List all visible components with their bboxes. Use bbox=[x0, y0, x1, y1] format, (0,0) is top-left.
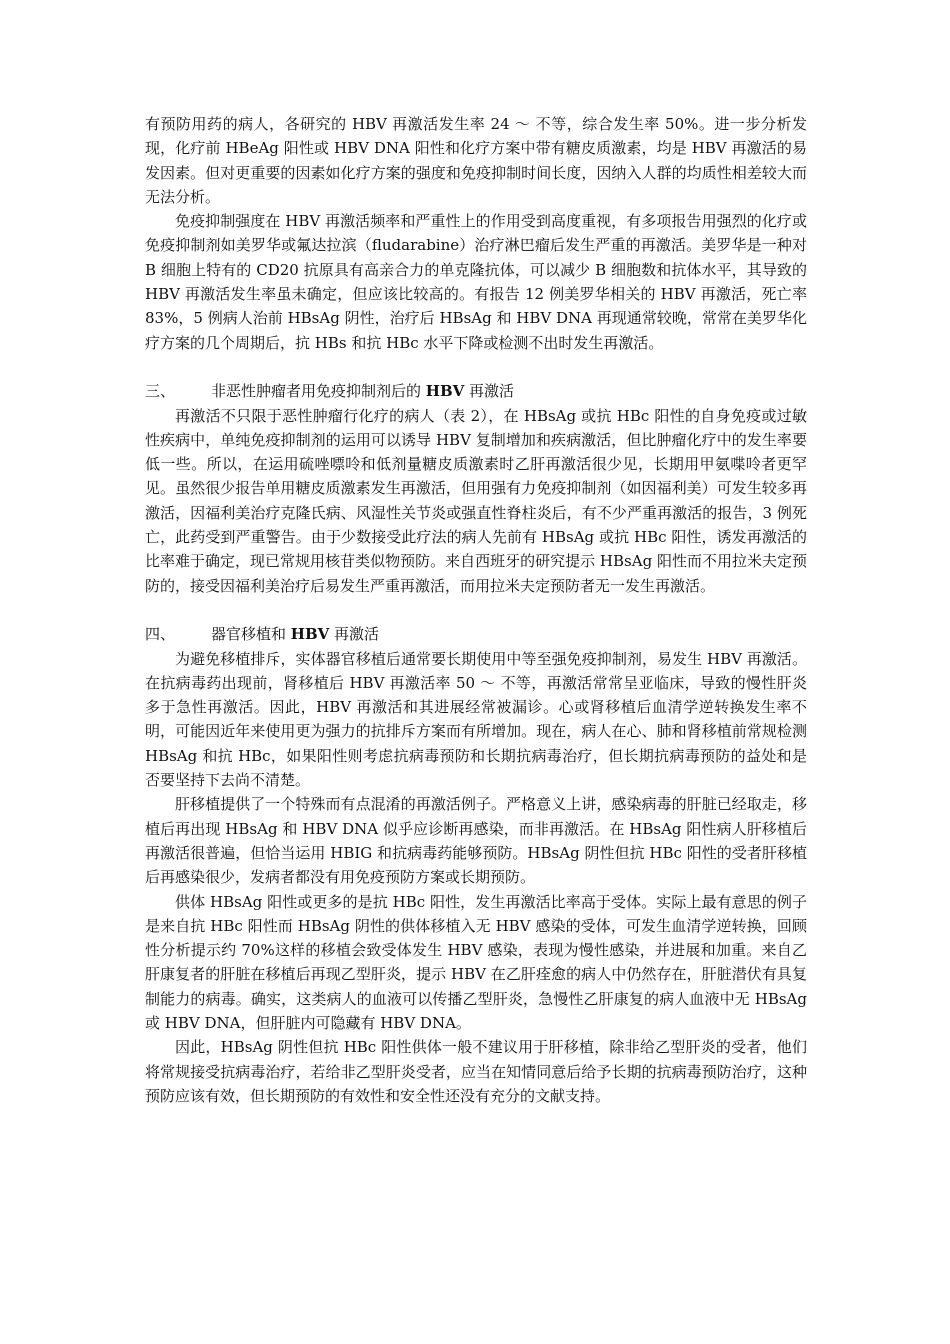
paragraph: 为避免移植排斥，实体器官移植后通常要长期使用中等至强免疫抑制剂，易发生 HBV 再激活。在抗病毒药出现前，肾移植后 HBV 再激活率 50 ～ 不等，再激活常常呈亚临床，导致的慢性肝炎多于急性再激活。因此，HBV 再激活和其进展经常被漏诊。心或肾移植后血清学逆转换发生率不明，可能因近年来使用更为强力的抗排斥方案而有所增加。现在，病人在心、肺和肾移植前常规检测 HBsAg 和抗 HBc，如果阳性则考虑抗病毒预防和长期抗病毒治疗，但长期抗病毒预防的益处和是否要坚持下去尚不清楚。 bbox=[145, 649, 807, 790]
section-title-text: 非恶性肿瘤者用免疫抑制剂后的 bbox=[211, 382, 426, 401]
section-heading-4 bbox=[145, 622, 807, 646]
paragraph: 因此，HBsAg 阴性但抗 HBc 阳性供体一般不建议用于肝移植，除非给乙型肝炎的受者，他们将常规接受抗病毒治疗，若给非乙型肝炎受者，应当在知情同意后给予长期的抗病毒预防治疗，这种预防应该有效，但长期预防的有效性和安全性还没有充分的文献支持。 bbox=[145, 1038, 807, 1105]
paragraph: 供体 HBsAg 阳性或更多的是抗 HBc 阳性，发生再激活比率高于受体。实际上最有意思的例子是来自抗 HBc 阳性而 HBsAg 阴性的供体移植入无 HBV 感染的受体，可发生血清学逆转换，回顾性分析提示约 70%这样的移植会致受体发生 HBV 感染，表现为慢性感染，并进展和加重。来自乙肝康复者的肝脏在移植后再现乙型肝炎，提示 HBV 在乙肝痊愈的病人中仍然存在，肝脏潜伏有具复制能力的病毒。确实，这类病人的血液可以传播乙型肝炎，急慢性乙肝康复的病人血液中无 HBsAg 或 HBV DNA，但肝脏内可隐藏有 HBV DNA。 bbox=[145, 892, 807, 1032]
section-title-bold: HBV bbox=[425, 382, 465, 401]
paragraph: 免疫抑制强度在 HBV 再激活频率和严重性上的作用受到高度重视，有多项报告用强烈的化疗或免疫抑制剂如美罗华或氟达拉滨（fludarabine）治疗淋巴瘤后发生严重的再激活。美罗华是一种对 B 细胞上特有的 CD20 抗原具有高亲合力的单克隆抗体，可以减少 B 细胞数和抗体水平，其导致的 HBV 再激活发生率虽未确定，但应该比较高的。有报告 12 例美罗华相关的 HBV 再激活，死亡率 83%，5 例病人治前 HBsAg 阴性，治疗后 HBsAg 和 HBV DNA 再现通常较晚，常常在美罗华化疗方案的几个周期后，抗 HBs 和抗 HBc 水平下降或检测不出时发生再激活。 bbox=[145, 212, 807, 352]
section-title bbox=[211, 379, 514, 403]
section-title-text: 再激活 bbox=[464, 382, 515, 401]
document-body bbox=[145, 112, 807, 1108]
spacer bbox=[145, 355, 807, 379]
section-title-bold: HBV bbox=[290, 625, 330, 644]
section-number: 四、 bbox=[145, 625, 176, 644]
spacer bbox=[145, 598, 807, 622]
paragraph: 有预防用药的病人，各研究的 HBV 再激活发生率 24 ～ 不等，综合发生率 50%。进一步分析发现，化疗前 HBeAg 阳性或 HBV DNA 阳性和化疗方案中带有糖皮质激素，均是 HBV 再激活的易发因素。但对更重要的因素如化疗方案的强度和免疫抑制时间长度，因纳入人群的均质性相差较大而无法分析。 bbox=[145, 115, 807, 206]
paragraph: 再激活不只限于恶性肿瘤行化疗的病人（表 2），在 HBsAg 或抗 HBc 阳性的自身免疫或过敏性疾病中，单纯免疫抑制剂的运用可以诱导 HBV 复制增加和疾病激活，但比肿瘤化疗中的发生率要低一些。所以，在运用硫唑嘌呤和低剂量糖皮质激素时乙肝再激活很少见，长期用甲氨喋呤者更罕见。虽然很少报告单用糖皮质激素发生再激活，但用强有力免疫抑制剂（如因福利美）可发生较多再激活，因福利美治疗克隆氏病、风湿性关节炎或强直性脊柱炎后，有不少严重再激活的报告，3 例死亡，此药受到严重警告。由于少数接受此疗法的病人先前有 HBsAg 或抗 HBc 阳性，诱发再激活的比率难于确定，现已常规用核苷类似物预防。来自西班牙的研究提示 HBsAg 阳性而不用拉米夫定预防的，接受因福利美治疗后易发生严重再激活，而用拉米夫定预防者无一发生再激活。 bbox=[145, 406, 807, 595]
section-heading-3 bbox=[145, 379, 807, 403]
section-title-text: 再激活 bbox=[329, 625, 380, 644]
section-title-text: 器官移植和 bbox=[211, 625, 291, 644]
section-number: 三、 bbox=[145, 382, 176, 401]
paragraph: 肝移植提供了一个特殊而有点混淆的再激活例子。严格意义上讲，感染病毒的肝脏已经取走，移植后再出现 HBsAg 和 HBV DNA 似乎应诊断再感染，而非再激活。在 HBsAg 阳性病人肝移植后再激活很普遍，但恰当运用 HBIG 和抗病毒药能够预防。HBsAg 阴性但抗 HBc 阳性的受者肝移植后再感染很少，发病者都没有用免疫预防方案或长期预防。 bbox=[145, 795, 807, 887]
section-title bbox=[211, 622, 379, 646]
